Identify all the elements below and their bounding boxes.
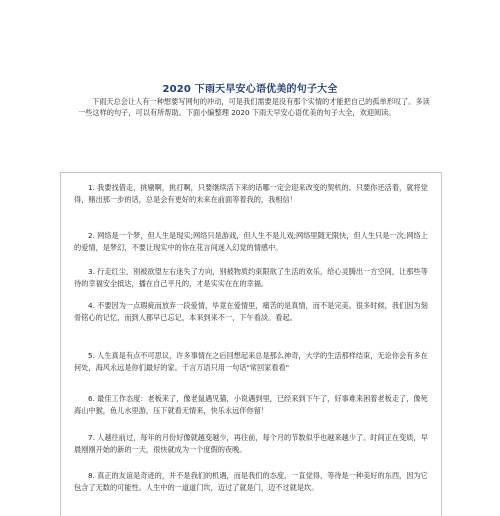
list-item-8: 8. 真正的友谊是奇迹的，并不是我们的机遇，而是我们的态度，一直觉得，等待是一种美好的东西，因为它包含了无数的可能性。人生中的一道道门坎，迈过了就是门，迈不过就是坎。 [74,471,428,492]
list-item-2: 2. 网络是一个梦，但人生是现实;网络只是游戏，但人生不是儿戏;网络里随无限快，但人生只是一次;网络上的爱情，是梦幻，不要让现实中的你在花言间迷入幻觉的情感中。 [74,231,428,252]
list-item-5: 5. 人生真是有点不可思议，许多事情在之后回想起来总是那么神奇，大学的生活那样结束，无论你会有多在何处，海风永远是你们最好的家。千言万语只用一句话"常回家看看" [74,351,428,372]
document-title: 2020 下雨天早安心语优美的句子大全 [162,84,338,95]
list-item-7: 7. 人越往前过，每年的月份好像就越变越少，再往前，每个月的节数似乎也越来越少了。时间正在变质，早晨刚刚开始的新的一天，很快就成为一个度假的夜晚。 [74,433,428,454]
list-item-4: 4. 不要因为一点瑕疵而放弃一段爱情，毕竟在爱情里，痛苦的是真情，而不是完美。很多时候，我们因为刻骨铭心的记忆，而到人都早已忘记，本来到来不一，下午看淡。看起。 [74,301,428,322]
intro-section [78,96,434,120]
list-item-6: 6. 最佳工作态度：老板来了，像老鼠遇见猫，小说遇到里，已经来到下午了，好事难来困着老板走了，像死海山中猴，鱼儿水里游，压下就看无情来，快乐永远伴你留！ [74,394,428,415]
list-item-1: 1. 我要找借走，挑剔啊，挑打啊，只要继续活下来的话哪一定会迎来改变的契机的。只要你还活着，就将觉得，赌出那一步的话，总是会有更好的未来在前面等着我的，我相信！ [74,183,428,204]
intro-paragraph: 下雨天总会让人有一种想要写网句的冲动，可是我们需要是没有那个实情的才能把自己的孤单形叹了。多读一些这样的句子，可以有所帮助。下面小编整理 2020 下雨天早安心语优美的句子大全，欢迎阅读。 [78,97,430,117]
list-item-3: 3. 行走红尘，别被欲望左右迷失了方向，别被物质约束限欲了生活的欢乐，给心灵腾出一方空间，让那些等待的幸福安全抵达，播在自己平凡的，才是实实在在的幸福。 [74,267,428,288]
